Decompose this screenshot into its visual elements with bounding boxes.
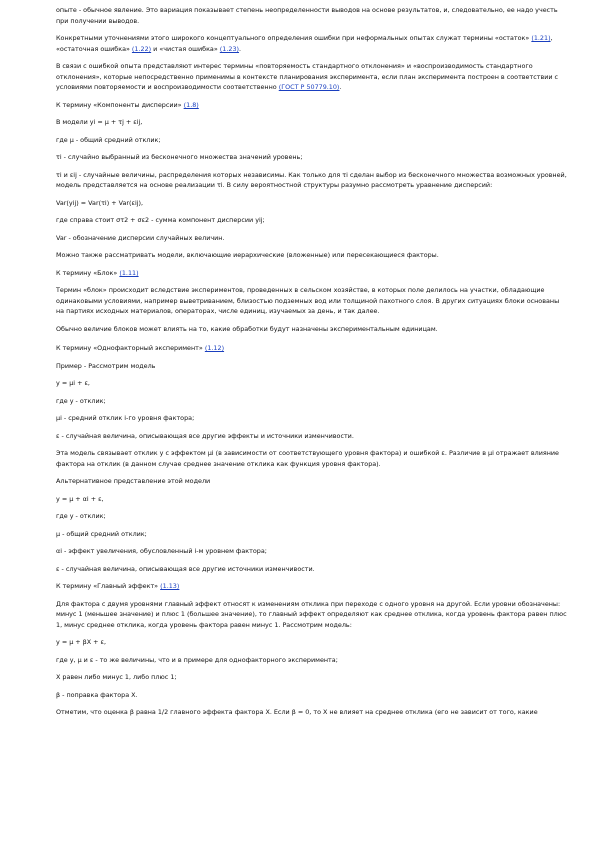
definition-same: где y, μ и ε - то же величины, что и в примере для однофакторного эксперимента;	[56, 655, 338, 664]
paragraph-repeatability: В связи с ошибкой опыта представляют интерес термины «повторяемость стандартного отклонения» и «воспроизводимость стандартного отклонения», которые непосредственно применимы в контексте планирования эксперимента, если план эксперимента построен в соответствии с условиями повторяемости и воспроизводимости соответственно (ГОСТ Р 50779.10).	[56, 62, 559, 91]
definition-mu-2: μ - общий средний отклик;	[56, 529, 147, 538]
alternative-intro: Альтернативное представление этой модели	[56, 477, 211, 485]
term-heading-variance-components: К термину «Компоненты дисперсии» (1.8)	[56, 100, 199, 109]
ref-link-1-23[interactable]: (1.23)	[219, 44, 240, 53]
paragraph-main-effect: Для фактора с двумя уровнями главный эффект относят к изменениям отклика при переходе с одного уровня на другой. Если уровни обозначены: минус 1 (меньшее значение) и плюс 1 (большее значение), то главный эффект определяют как среднее отклика, когда уровень фактора равен плюс 1, минус среднее отклика, когда уровень фактора равен минус 1. Рассмотрим модель:	[56, 599, 567, 629]
model-formula-3: y = μ + βX + ε,	[56, 638, 107, 646]
paragraph-block: Термин «блок» происходит вследствие экспериментов, проведенных в сельском хозяйстве, в которых поле делилось на участки, обладающие одинаковыми условиями, например выветриванием, близостью подземных вод или толщиной пахотного слоя. В других ситуациях блоки основаны на партиях исходных материалов, операторах, числе единиц, изучаемых за день, и так далее.	[56, 286, 560, 315]
ref-link-1-8[interactable]: (1.8)	[183, 100, 199, 109]
paragraph-beta-note: Отметим, что оценка β равна 1/2 главного эффекта фактора X. Если β = 0, то X не влияет на среднее отклика (его не зависит от того, какие	[56, 708, 538, 716]
ref-link-1-22[interactable]: (1.22)	[131, 44, 152, 53]
term-heading-block: К термину «Блок» (1.11)	[56, 268, 139, 277]
definition-tau: τi - случайно выбранный из бесконечного множества значений уровень;	[56, 153, 303, 161]
variance-formula: Var(yij) = Var(τi) + Var(εij),	[56, 198, 144, 207]
definition-sum: где справа стоит στ2 + σε2 - сумма компонент дисперсии yij;	[56, 216, 265, 224]
definition-mu: где μ - общий средний отклик;	[56, 135, 161, 144]
ref-link-1-13[interactable]: (1.13)	[160, 582, 180, 590]
term-heading-main-effect: К термину «Главный эффект» (1.13)	[56, 582, 180, 590]
definition-beta: β - поправка фактора X.	[56, 690, 138, 699]
model-formula-2: y = μ + αi + ε,	[56, 494, 104, 503]
definition-alpha: αi - эффект увеличения, обусловленный i-м уровнем фактора;	[56, 547, 267, 555]
paragraph-continuation: опыте - обычное явление. Это вариация показывает степень неопределенности выводов на основе результатов, и, следовательно, ее надо учесть при получении выводов.	[56, 6, 558, 25]
model-formula: В модели yi = μ + τj + εij,	[56, 118, 143, 126]
definition-var: Var - обозначение дисперсии случайных величин.	[56, 233, 225, 242]
definition-y: где y - отклик;	[56, 396, 106, 405]
paragraph-model-explanation: Эта модель связывает отклик y с эффектом μi (в зависимости от соответствующего уровня фактора) и ошибкой ε. Различие в μi отражает влияние фактора на отклик (в данном случае среднее значение отклика как функция уровня фактора).	[56, 449, 559, 468]
ref-link-gost[interactable]: (ГОСТ Р 50779.10)	[278, 83, 340, 91]
paragraph-nested-factors: Можно также рассматривать модели, включающие иерархические (вложенные) или пересекающиеся факторы.	[56, 251, 439, 259]
model-formula-1: y = μi + ε,	[56, 379, 90, 387]
definition-y-2: где y - отклик;	[56, 512, 106, 520]
definition-epsilon: ε - случайная величина, описывающая все другие эффекты и источники изменчивости.	[56, 431, 354, 440]
paragraph-error-terms: Конкретными уточнениями этого широкого концептуального определения ошибки при неформальных опытах служат термины «остаток» (1.21), «остаточная ошибка» (1.22) и «чистая ошибка» (1.23).	[56, 34, 553, 53]
ref-link-1-21[interactable]: (1.21)	[531, 34, 551, 42]
paragraph-random-variables: τi и εij - случайные величины, распределения которых независимы. Как только для τi сделан выбор из бесконечного множества возможных уровней, модель представляется на основе реализации τi. В силу вероятностной структуры разумно рассмотреть уравнение дисперсий:	[56, 170, 567, 189]
definition-x: X равен либо минус 1, либо плюс 1;	[56, 673, 177, 681]
term-heading-one-factor: К термину «Однофакторный эксперимент» (1.12)	[56, 344, 225, 352]
paragraph-block-size: Обычно величие блоков может влиять на то, какие обработки будут назначены экспериментальным единицам.	[56, 324, 438, 333]
definition-mu-i: μi - средний отклик i-го уровня фактора;	[56, 414, 195, 422]
ref-link-1-12[interactable]: (1.12)	[204, 344, 225, 352]
ref-link-1-11[interactable]: (1.11)	[119, 268, 139, 277]
example-intro: Пример - Рассмотрим модель	[56, 361, 156, 370]
definition-epsilon-2: ε - случайная величина, описывающая все другие источники изменчивости.	[56, 564, 315, 573]
